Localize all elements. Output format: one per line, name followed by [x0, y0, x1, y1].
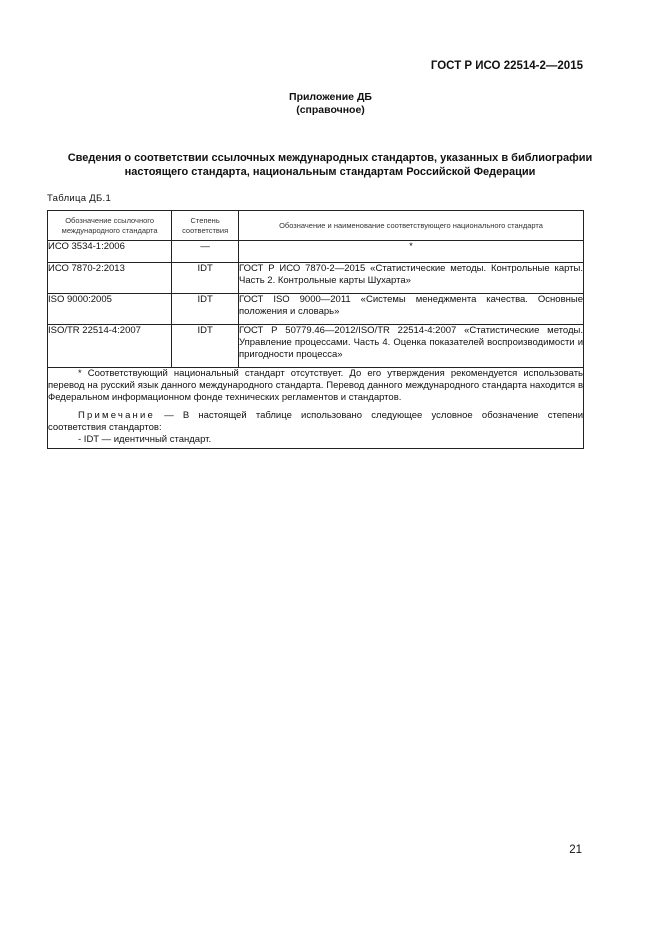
table-label: Таблица ДБ.1 [47, 193, 112, 204]
annex-title: Приложение ДБ [289, 91, 372, 103]
cell-international-code: ИСО 7870-2:2013 [48, 263, 172, 294]
annex-subtitle: (справочное) [296, 104, 365, 116]
table-header-row [48, 211, 584, 241]
table-notes-cell [48, 368, 584, 449]
page-number: 21 [569, 844, 582, 856]
cell-national-standard: ГОСТ Р 50779.46—2012/ISO/TR 22514-4:2007 «Статистические методы. Управление процессами. Часть 4. Оценка показателей воспроизводимости и пригодности процесса» [239, 325, 584, 368]
table-note [48, 410, 583, 434]
table-row [48, 325, 584, 368]
cell-degree: IDT [172, 325, 239, 368]
note-title: Примечание [78, 410, 155, 421]
cell-international-code: ISO/TR 22514-4:2007 [48, 325, 172, 368]
section-heading-line-2: настоящего стандарта, национальным стандартам Российской Федерации [124, 166, 536, 178]
table-notes-row [48, 368, 584, 449]
table-row [48, 294, 584, 325]
header-cell-national: Обозначение и наименование соответствующего национального стандарта [239, 211, 584, 241]
cell-international-code: ISO 9000:2005 [48, 294, 172, 325]
table-row [48, 263, 584, 294]
note-text: — В настоящей таблице использовано следующее условное обозначение степени соответствия стандартов: [48, 410, 583, 433]
header-cell-degree: Степень соответствия [172, 211, 239, 241]
cell-degree: IDT [172, 263, 239, 294]
cell-international-code: ИСО 3534-1:2006 [48, 241, 172, 263]
section-heading-line-1: Сведения о соответствии ссылочных международных стандартов, указанных в библиографии [67, 152, 593, 164]
note-list-item: - IDT — идентичный стандарт. [78, 434, 212, 445]
cell-degree: IDT [172, 294, 239, 325]
correspondence-table [47, 210, 584, 449]
cell-national-standard: * [239, 241, 584, 263]
cell-national-standard: ГОСТ Р ИСО 7870-2—2015 «Статистические методы. Контрольные карты. Часть 2. Контрольные карты Шухарта» [239, 263, 584, 294]
document-code: ГОСТ Р ИСО 22514-2—2015 [430, 60, 583, 72]
table-row [48, 241, 584, 263]
cell-degree: — [172, 241, 239, 263]
cell-national-standard: ГОСТ ISO 9000—2011 «Системы менеджмента качества. Основные положения и словарь» [239, 294, 584, 325]
table-footnote: * Соответствующий национальный стандарт отсутствует. До его утверждения рекомендуется использовать перевод на русский язык данного международного стандарта. Перевод данного международного стандарта находится в Федеральном информационном фонде технических регламентов и стандартов. [48, 368, 583, 403]
header-cell-international: Обозначение ссылочного международного стандарта [48, 211, 172, 241]
section-heading [40, 151, 620, 179]
